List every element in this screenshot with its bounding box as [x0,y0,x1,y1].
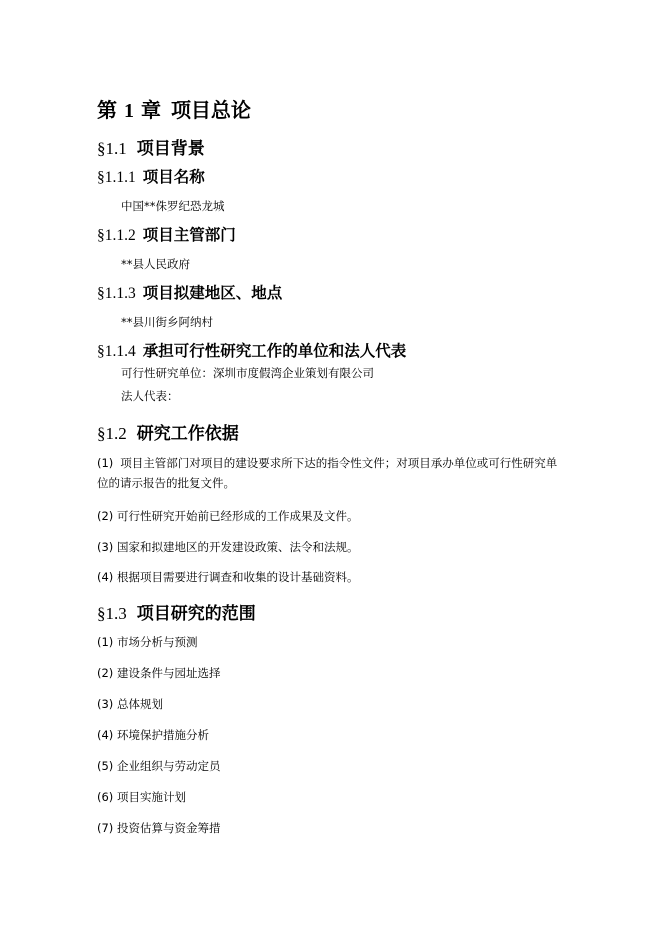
list-text: 可行性研究开始前已经形成的工作成果及文件。 [116,509,359,523]
chapter-heading [97,94,251,123]
section-number: §1.1.4 [97,343,136,360]
section-title: 项目研究的范围 [136,604,256,624]
chapter-number: 1 [123,100,134,122]
chapter-prefix: 第 [97,98,117,122]
section-1-1-3-heading [97,281,282,303]
section-1-1-2-heading [97,223,236,245]
section-number: §1.1.2 [97,227,136,244]
list-text: 市场分析与预测 [116,635,198,649]
list-label: (7) [97,821,114,835]
scope-item-5 [97,758,220,774]
department-text: **县人民政府 [121,257,190,271]
section-number: §1.3 [97,604,127,623]
list-label: (3) [97,540,114,554]
section-number: §1.1.3 [97,285,136,302]
list-label: (4) [97,728,114,742]
list-label: (2) [97,666,114,680]
scope-item-6 [97,789,186,805]
list-text: 建设条件与园址选择 [116,666,221,680]
research-unit-text: 可行性研究单位：深圳市度假湾企业策划有限公司 [121,366,374,380]
list-text: 项目主管部门对项目的建设要求所下达的指令性文件；对项目承办单位或可行性研究单 [120,456,558,470]
list-text: 环境保护措施分析 [116,728,209,742]
section-title: 研究工作依据 [136,424,239,444]
list-label: (5) [97,759,114,773]
scope-item-2 [97,665,220,681]
list-text: 投资估算与资金筹措 [116,821,221,835]
list-label: (1) [97,456,114,470]
section-number: §1.2 [97,424,127,443]
section-title: 承担可行性研究工作的单位和法人代表 [142,342,407,360]
section-title: 项目名称 [142,168,205,186]
basis-item-3 [97,539,358,555]
section-number: §1.1 [97,139,127,158]
list-text: 根据项目需要进行调查和收集的设计基础资料。 [116,570,359,584]
section-1-1-heading [97,134,205,159]
list-label: (2) [97,509,114,523]
chapter-title: 项目总论 [170,98,251,122]
section-number: §1.1.1 [97,169,136,186]
list-text: 国家和拟建地区的开发建设政策、法令和法规。 [116,540,359,554]
basis-item-2 [97,508,358,524]
list-label: (4) [97,570,114,584]
basis-item-1-continuation: 位的请示报告的批复文件。 [97,476,235,490]
section-title: 项目背景 [136,139,205,159]
project-name-text: 中国**侏罗纪恐龙城 [121,199,225,213]
list-text: 项目实施计划 [116,790,186,804]
basis-item-4 [97,569,358,585]
list-label: (3) [97,697,114,711]
section-1-1-4-heading [97,339,406,361]
legal-representative-text: 法人代表： [121,389,179,403]
section-1-2-heading [97,419,239,444]
list-label: (6) [97,790,114,804]
scope-item-4 [97,727,209,743]
scope-item-3 [97,696,163,712]
basis-item-1 [97,455,557,471]
list-text: 总体规划 [116,697,163,711]
section-title: 项目主管部门 [142,226,236,244]
chapter-suffix: 章 [140,98,161,122]
scope-item-1 [97,634,197,650]
location-text: **县川街乡阿纳村 [121,315,213,329]
list-text: 企业组织与劳动定员 [116,759,221,773]
section-1-1-1-heading [97,165,205,187]
section-1-3-heading [97,599,256,624]
section-title: 项目拟建地区、地点 [142,284,283,302]
scope-item-7 [97,820,220,836]
list-label: (1) [97,635,114,649]
